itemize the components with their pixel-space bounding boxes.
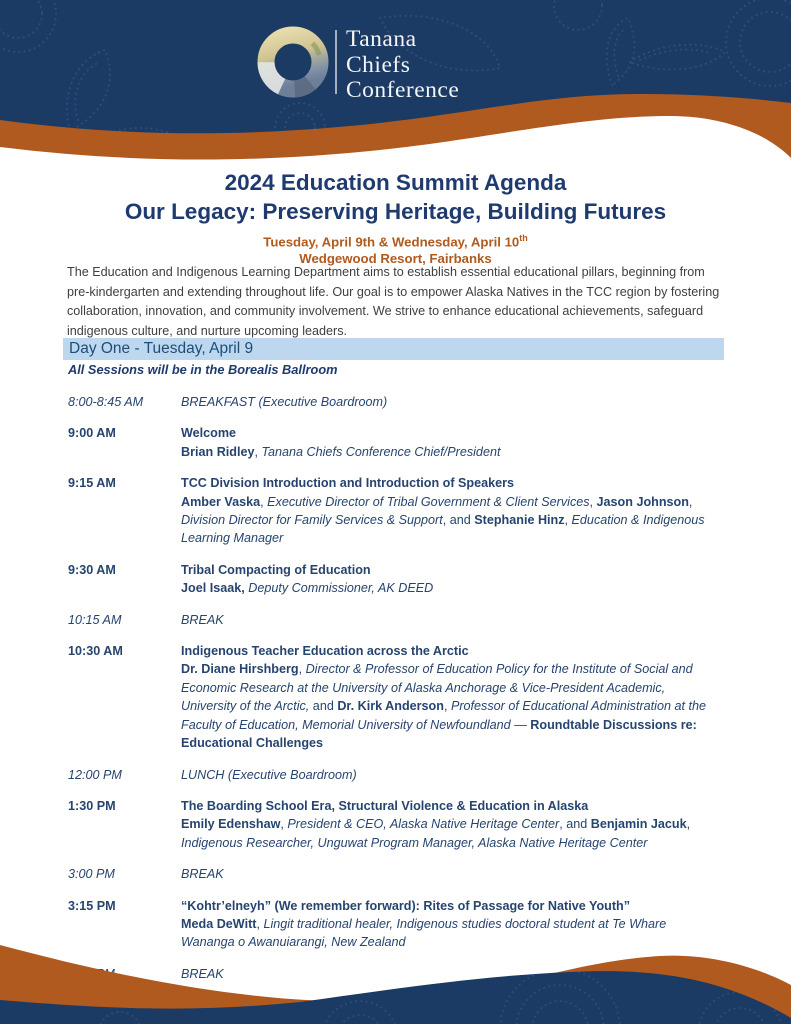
schedule-text-segment: Jason Johnson bbox=[596, 494, 689, 509]
schedule-text-segment: , bbox=[564, 513, 572, 528]
schedule-time: 10:15 AM bbox=[68, 612, 122, 627]
schedule-line bbox=[181, 561, 722, 579]
schedule-row bbox=[63, 611, 724, 629]
schedule-line bbox=[181, 474, 722, 492]
schedule-text-segment: Education & Indigenous Learning Manager bbox=[181, 513, 705, 546]
schedule-line bbox=[181, 424, 722, 442]
schedule-line bbox=[181, 493, 722, 548]
schedule-line bbox=[181, 815, 722, 852]
intro-paragraph: The Education and Indigenous Learning Department aims to establish essential educational pillars, beginning from pre-kindergarten and extending throughout life. Our goal is to empower Alaska Natives in the TCC region by fostering collaboration, innovation, and community involvement. We strive to enhance educational achievements, safeguard indigenous culture, and nurture upcoming leaders. bbox=[67, 265, 720, 338]
schedule-row bbox=[63, 424, 724, 461]
schedule-time: 3:15 PM bbox=[68, 898, 116, 913]
schedule-text-segment: BREAK bbox=[181, 966, 224, 981]
schedule-row bbox=[63, 474, 724, 548]
day-one-header-bar: Day One - Tuesday, April 9 bbox=[63, 338, 724, 360]
schedule-list bbox=[63, 393, 724, 983]
schedule-text-segment: , bbox=[589, 494, 597, 509]
event-venue: Wedgewood Resort, Fairbanks bbox=[299, 250, 492, 266]
schedule-text-segment: , bbox=[256, 916, 264, 931]
schedule-text-segment: , bbox=[443, 699, 451, 714]
schedule-text-segment: , bbox=[688, 494, 693, 509]
schedule-time: 1:30 PM bbox=[68, 798, 116, 813]
schedule-text-segment: , and bbox=[559, 817, 591, 832]
schedule-text-segment: Brian Ridley bbox=[181, 444, 255, 459]
schedule-text-segment: Division Director for Family Services & Support bbox=[181, 513, 443, 528]
schedule-line bbox=[181, 660, 722, 752]
schedule-text-segment: Joel Isaak, bbox=[181, 581, 245, 596]
schedule-text-segment: Benjamin Jacuk bbox=[590, 817, 687, 832]
schedule-detail bbox=[181, 797, 724, 852]
schedule-text-segment: Executive Director of Tribal Government & Client Services bbox=[267, 494, 590, 509]
schedule-text-segment: Indigenous Teacher Education across the Arctic bbox=[181, 644, 469, 659]
schedule-text-segment: Stephanie Hinz bbox=[474, 513, 565, 528]
schedule-row bbox=[63, 642, 724, 752]
schedule-text-segment: Tanana Chiefs Conference Chief/President bbox=[261, 444, 501, 459]
schedule-text-segment: TCC Division Introduction and Introduction of Speakers bbox=[181, 476, 515, 491]
schedule-text-segment: Meda DeWitt bbox=[181, 916, 257, 931]
schedule-text-segment: “Kohtr’elneyh” (We remember forward): Rites of Passage for Native Youth” bbox=[181, 898, 631, 913]
schedule-detail bbox=[181, 766, 724, 784]
schedule-line bbox=[181, 766, 722, 784]
logo-line-3: Conference bbox=[346, 77, 460, 103]
schedule-time: 9:15 AM bbox=[68, 476, 116, 491]
schedule-line bbox=[181, 443, 722, 461]
schedule-text-segment: , bbox=[260, 494, 268, 509]
schedule-text-segment: , and bbox=[442, 513, 475, 528]
schedule-time: 12:00 PM bbox=[68, 767, 122, 782]
schedule-text-segment: Emily Edenshaw bbox=[181, 817, 281, 832]
schedule-line bbox=[181, 579, 722, 597]
schedule-text-segment: BREAK bbox=[181, 612, 224, 627]
schedule-time: 3:00 PM bbox=[68, 867, 115, 882]
schedule-text-segment: President & CEO, Alaska Native Heritage Center bbox=[287, 817, 560, 832]
schedule-detail bbox=[181, 642, 724, 752]
event-dates-text: Tuesday, April 9th & Wednesday, April 10 bbox=[263, 234, 520, 250]
schedule-line bbox=[181, 897, 722, 915]
tcc-logo-wordmark bbox=[346, 27, 459, 104]
schedule-text-segment: Welcome bbox=[181, 426, 237, 441]
schedule-detail bbox=[181, 865, 724, 883]
schedule-text-segment: The Boarding School Era, Structural Violence & Education in Alaska bbox=[181, 798, 589, 813]
schedule-text-segment: LUNCH (Executive Boardroom) bbox=[181, 767, 357, 782]
schedule-row bbox=[63, 393, 724, 411]
title-block bbox=[0, 168, 791, 267]
schedule-text-segment: Tribal Compacting of Education bbox=[181, 562, 371, 577]
schedule-time: 9:00 AM bbox=[68, 426, 116, 441]
schedule-time: 10:30 AM bbox=[68, 644, 123, 659]
schedule-detail bbox=[181, 424, 724, 461]
schedule-row bbox=[63, 797, 724, 852]
schedule-text-segment: Deputy Commissioner, AK DEED bbox=[248, 581, 434, 596]
schedule-time: 8:00-8:45 AM bbox=[68, 395, 144, 409]
event-dates-superscript: th bbox=[519, 233, 528, 243]
schedule-line bbox=[181, 393, 722, 411]
schedule-text-segment: Amber Vaska bbox=[181, 494, 261, 509]
event-dates bbox=[0, 230, 791, 251]
schedule-text-segment: — bbox=[510, 717, 531, 732]
page-title: 2024 Education Summit Agenda bbox=[224, 170, 567, 195]
schedule-line bbox=[181, 797, 722, 815]
schedule-detail bbox=[181, 611, 724, 629]
schedule-detail bbox=[181, 561, 724, 598]
schedule-text-segment: Lingit traditional healer, Indigenous studies doctoral student at Te Whare Wananga o Awanuiarangi, New Zealand bbox=[181, 916, 667, 950]
schedule-text-segment: BREAK bbox=[181, 867, 224, 882]
schedule-text-segment: BREAKFAST (Executive Boardroom) bbox=[181, 395, 388, 409]
schedule-text-segment: and bbox=[309, 699, 338, 714]
schedule-text-segment: Roundtable Discussions re: Educational Challenges bbox=[181, 717, 697, 751]
schedule-row bbox=[63, 766, 724, 784]
schedule-detail bbox=[181, 474, 724, 548]
schedule-text-segment: , bbox=[686, 817, 691, 832]
schedule-text-segment: Dr. Diane Hirshberg bbox=[181, 662, 299, 677]
schedule-row bbox=[63, 561, 724, 598]
schedule-line bbox=[181, 865, 722, 883]
logo-line-2: Chiefs bbox=[346, 51, 411, 78]
day-one-section bbox=[63, 338, 724, 996]
schedule-text-segment: Director & Professor of Education Policy for the Institute of Social and Economic Research at the University of Alaska Anchorage & Vice-President Academic, University of the Arctic, bbox=[181, 662, 693, 714]
schedule-text-segment: , bbox=[254, 444, 262, 459]
schedule-time: 9:30 AM bbox=[68, 562, 116, 577]
logo-line-1: Tanana bbox=[346, 26, 417, 52]
schedule-detail bbox=[181, 393, 724, 411]
day-one-location-note: All Sessions will be in the Borealis Ballroom bbox=[68, 362, 338, 377]
schedule-text-segment: Dr. Kirk Anderson bbox=[337, 699, 444, 714]
schedule-text-segment: Professor of Educational Administration at the Faculty of Education, Memorial University of Newfoundland bbox=[181, 699, 706, 732]
schedule-text-segment: , bbox=[280, 817, 288, 832]
schedule-text-segment: Indigenous Researcher, Unguwat Program Manager, Alaska Native Heritage Center bbox=[181, 835, 648, 850]
schedule-line bbox=[181, 642, 722, 660]
schedule-line bbox=[181, 611, 722, 629]
page-subtitle: Our Legacy: Preserving Heritage, Building Futures bbox=[124, 199, 667, 224]
schedule-text-segment: , bbox=[298, 662, 306, 677]
footer-waves bbox=[0, 914, 791, 1024]
schedule-row bbox=[63, 865, 724, 883]
